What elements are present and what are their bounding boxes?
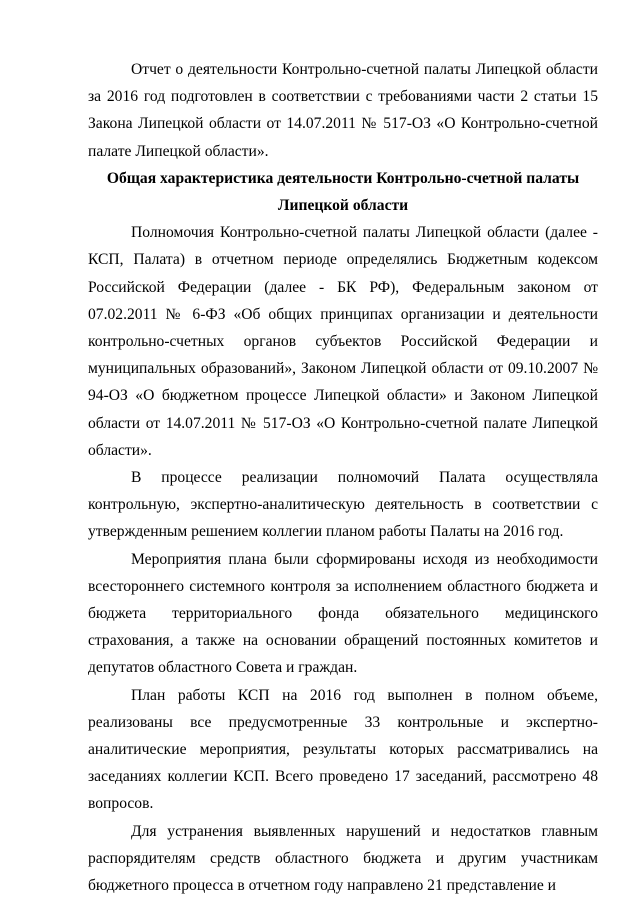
paragraph-violations: Для устранения выявленных нарушений и недостатков главным распорядителям средств областного бюджета и другим участникам бюджетного процесса в отчетном году направлено 21 представление и bbox=[88, 822, 598, 895]
paragraph-activity: В процессе реализации полномочий Палата осуществляла контрольную, экспертно-аналитическую деятельность в соответствии с утвержденным решением коллегии планом работы Палаты на 2016 год. bbox=[88, 469, 598, 541]
paragraph-plan-events: Мероприятия плана были сформированы исходя из необходимости всестороннего системного контроля за исполнением областного бюджета и бюджета территориального фонда обязательного медицинского страхования, а также на основании обращений постоянных комитетов и депутатов областного Совета и граждан. bbox=[88, 550, 598, 677]
section-heading: Общая характеристика деятельности Контрольно-счетной палаты Липецкой области bbox=[106, 169, 580, 215]
document-page bbox=[88, 56, 598, 899]
paragraph-powers: Полномочия Контрольно-счетной палаты Липецкой области (далее - КСП, Палата) в отчетном периоде определялись Бюджетным кодексом Российской Федерации (далее - БК РФ), Федеральным законом от 07.02.2011 № 6-ФЗ «Об общих принципах организации и деятельности контрольно-счетных органов субъектов Российской Федерации и муниципальных образований», Законом Липецкой области от 09.10.2007 № 94-ОЗ «О бюджетном процессе Липецкой области» и Законом Липецкой области от 14.07.2011 № 517-ОЗ «О Контрольно-счетной палате Липецкой области». bbox=[88, 224, 598, 459]
paragraph-report-intro: Отчет о деятельности Контрольно-счетной палаты Липецкой области за 2016 год подготовлен в соответствии с требованиями части 2 статьи 15 Закона Липецкой области от 14.07.2011 № 517-ОЗ «О Контрольно-счетной палате Липецкой области». bbox=[88, 61, 598, 160]
paragraph-plan-fulfilled: План работы КСП на 2016 год выполнен в полном объеме, реализованы все предусмотренные 33 контрольные и экспертно-аналитические мероприятия, результаты которых рассматривались на заседаниях коллегии КСП. Всего проведено 17 заседаний, рассмотрено 48 вопросов. bbox=[88, 686, 598, 813]
